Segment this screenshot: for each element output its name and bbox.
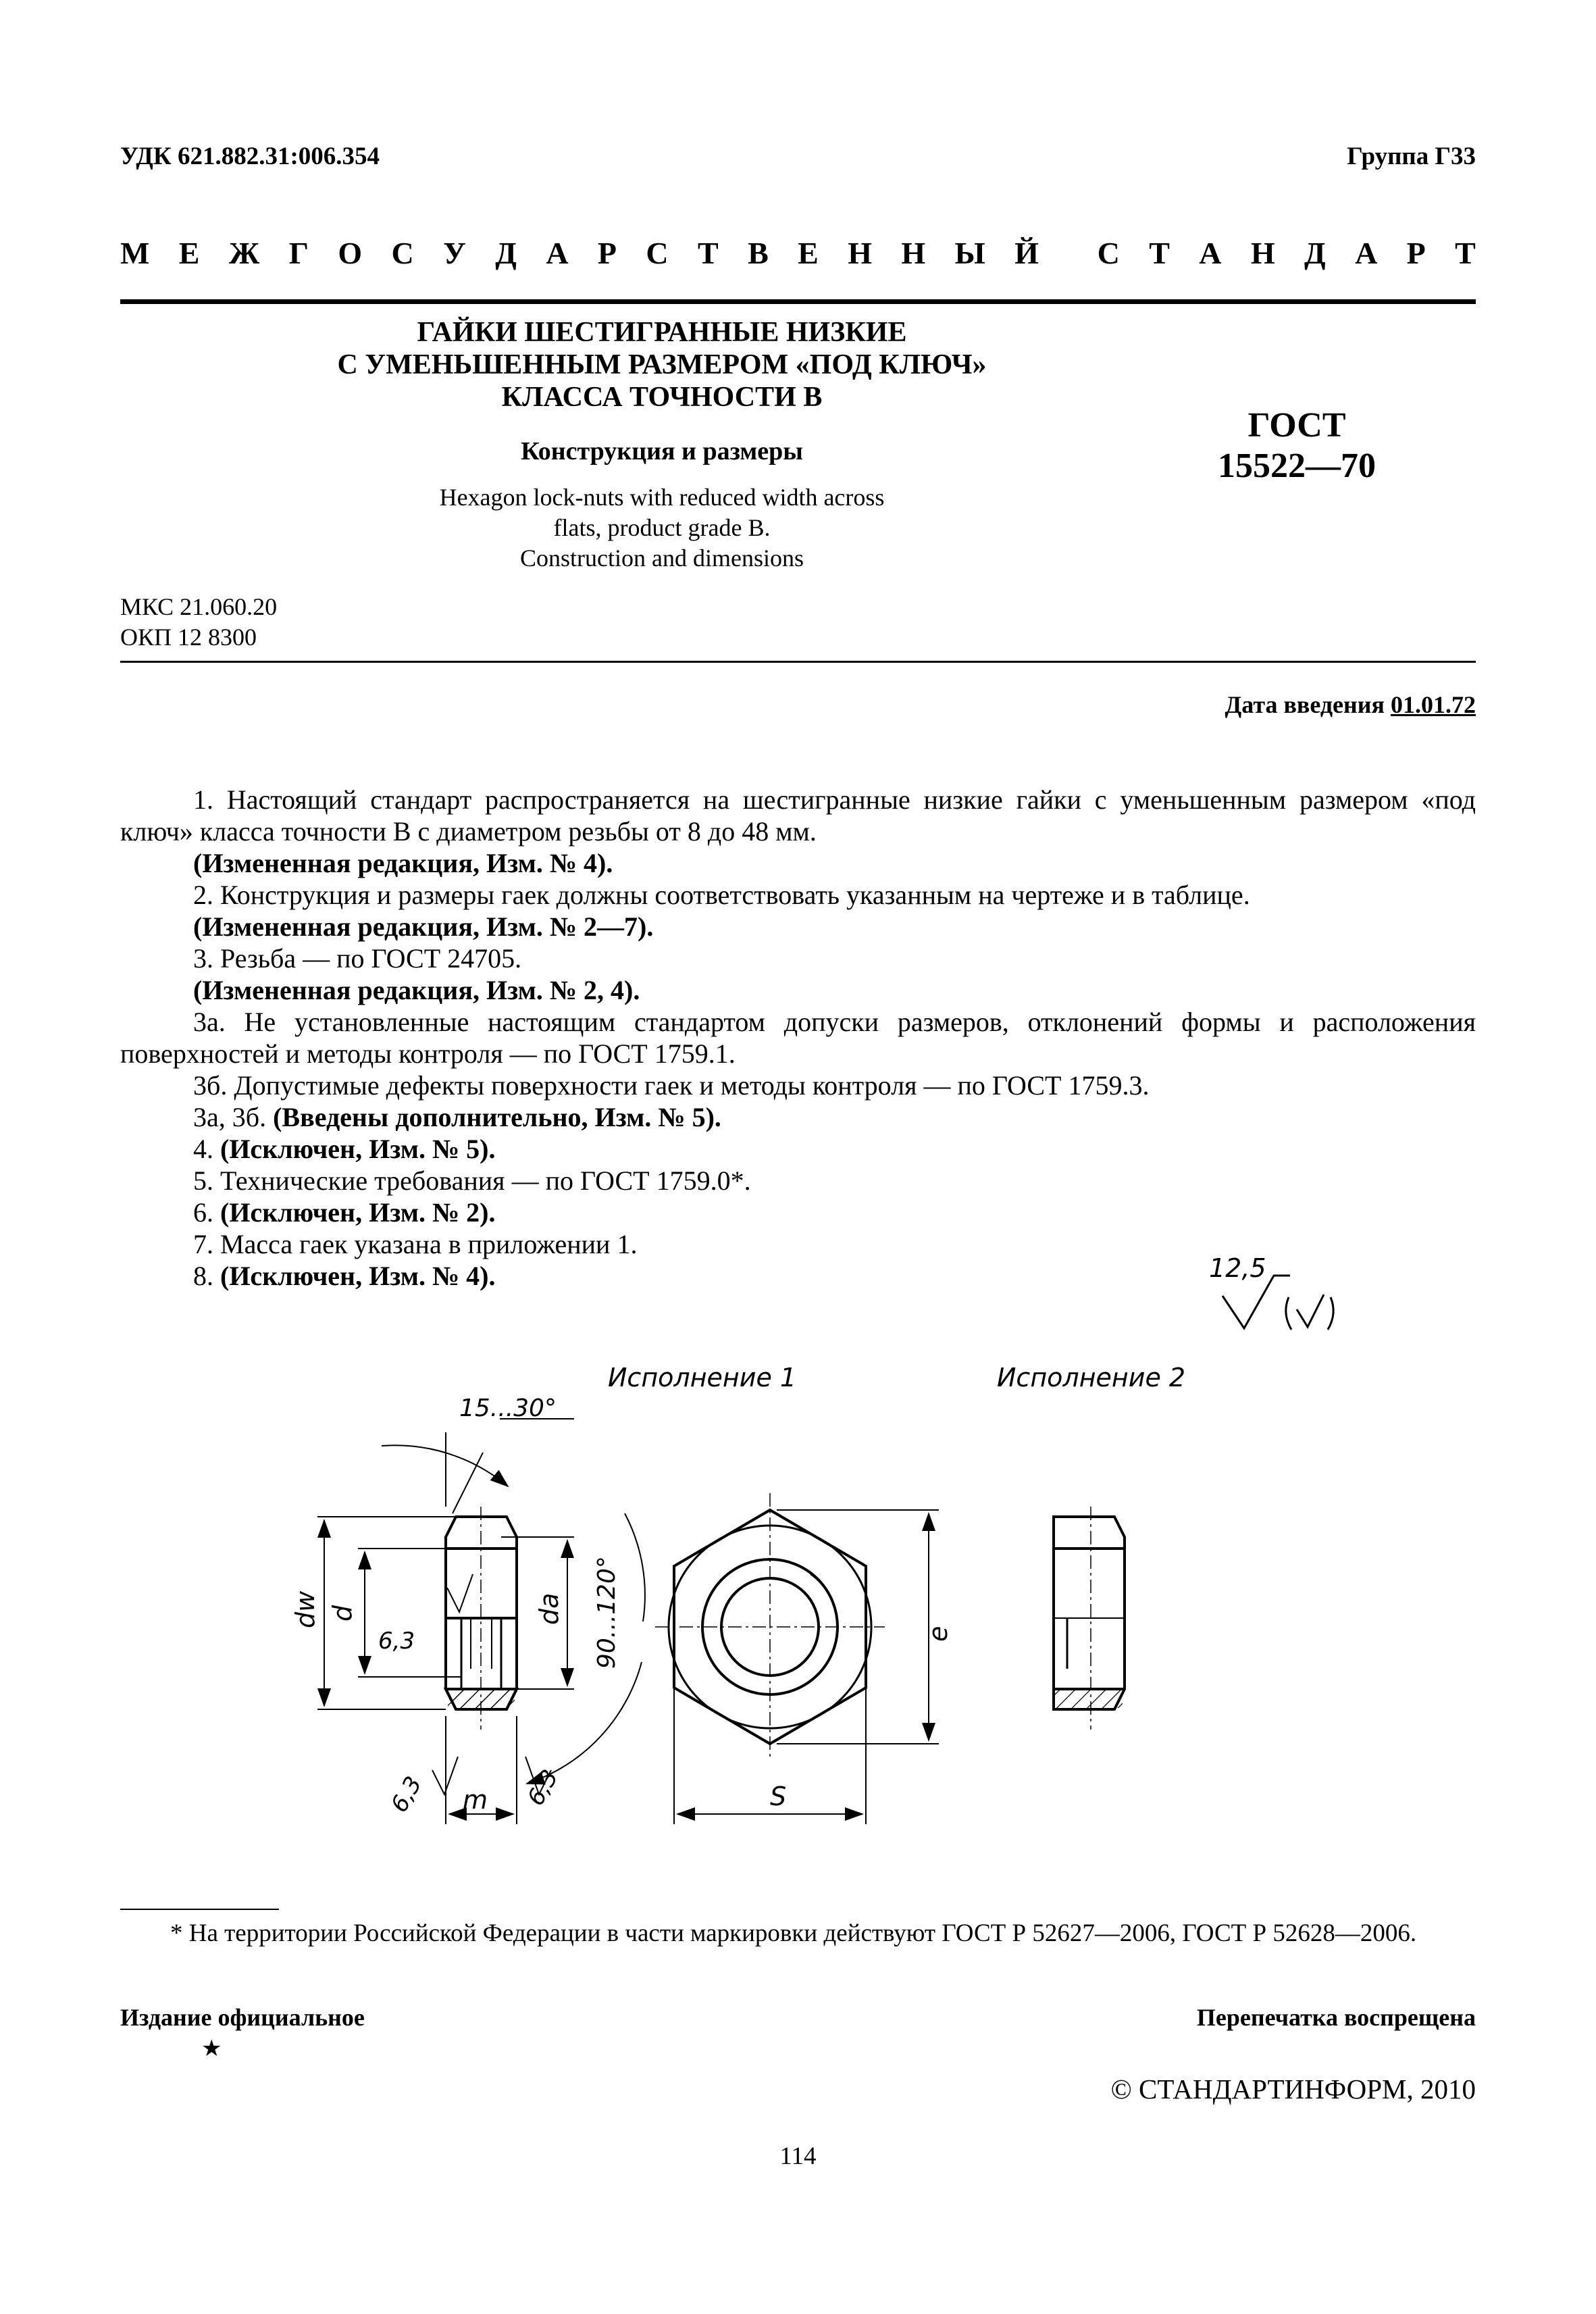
english-title-line-1: Hexagon lock-nuts with reduced width across: [439, 484, 885, 511]
header-rule: [120, 299, 1476, 304]
clause-4: [120, 1133, 1476, 1165]
standard-type-letter: М: [120, 236, 150, 270]
clause-3ab: [120, 1101, 1476, 1133]
label-m: m: [463, 1785, 488, 1815]
standard-type-letter: С: [391, 236, 414, 270]
standard-type-letter: Н: [1250, 236, 1275, 270]
label-angle-cone: 90...120°: [593, 1556, 621, 1669]
okp-code: ОКП 12 8300: [120, 624, 257, 651]
caption-variant-1: Исполнение 1: [608, 1363, 797, 1392]
standard-type-letter: Т: [1455, 236, 1476, 270]
standard-type-letter: Е: [798, 236, 819, 270]
caption-variant-2: Исполнение 2: [997, 1363, 1186, 1392]
standard-type-letter: У: [443, 236, 466, 270]
clause-6-prefix: 6.: [193, 1197, 213, 1228]
standard-type-heading: [120, 235, 1476, 271]
clause-3-note: (Измененная редакция, Изм. № 2, 4).: [193, 975, 640, 1005]
clause-2-note: (Измененная редакция, Изм. № 2—7).: [193, 911, 654, 942]
surface-roughness-symbol: [1202, 1249, 1364, 1336]
clause-8-note: (Исключен, Изм. № 4).: [220, 1261, 496, 1291]
standard-type-letter: Ы: [954, 236, 985, 270]
reprint-notice: Перепечатка воспрещена: [1196, 2004, 1476, 2031]
clause-3b: 3б. Допустимые дефекты поверхности гаек и методы контроля — по ГОСТ 1759.3.: [193, 1070, 1150, 1101]
clause-4-note: (Исключен, Изм. № 5).: [220, 1134, 496, 1164]
clause-6-note: (Исключен, Изм. № 2).: [220, 1197, 496, 1228]
standard-type-letter: Т: [698, 236, 719, 270]
label-e: e: [923, 1626, 953, 1642]
clause-1-note: (Измененная редакция, Изм. № 4).: [193, 848, 613, 878]
clause-3: 3. Резьба — по ГОСТ 24705.: [193, 943, 522, 974]
standard-type-letter: Е: [178, 236, 200, 270]
footnote-text: * На территории Российской Федерации в части маркировки действуют ГОСТ Р 52627—2006, ГОСТ Р 52628—2006.: [170, 1919, 1417, 1947]
mks-code: МКС 21.060.20: [120, 593, 278, 620]
classification-rule: [120, 661, 1476, 663]
document-title: [270, 316, 1054, 413]
standard-type-letter: В: [748, 236, 769, 270]
roughness-value: 12,5: [1209, 1253, 1266, 1283]
clause-5: 5. Технические требования — по ГОСТ 1759.0*.: [193, 1165, 751, 1196]
english-title-line-2: flats, product grade B.: [553, 514, 771, 541]
standard-type-letter: Р: [1406, 236, 1426, 270]
edition-label: Издание официальное: [120, 2004, 365, 2031]
clause-6: [120, 1197, 1476, 1228]
footnote-rule: [120, 1909, 279, 1910]
standard-type-letter: О: [338, 236, 363, 270]
standard-type-letter: Р: [597, 236, 617, 270]
clause-1: 1. Настоящий стандарт распространяется на шестигранные низкие гайки с уменьшенным размером «под ключ» класса точности В с диаметром резьбы от 8 до 48 мм.: [120, 784, 1476, 847]
page-number: 114: [779, 2142, 817, 2170]
copyright: © СТАНДАРТИНФОРМ, 2010: [1110, 2073, 1476, 2105]
footnote: [120, 1917, 1476, 1949]
standard-type-letter: Н: [901, 236, 926, 270]
title-line-2: С УМЕНЬШЕННЫМ РАЗМЕРОМ «ПОД КЛЮЧ»: [337, 349, 987, 380]
standard-type-letter: С: [646, 236, 669, 270]
title-line-1: ГАЙКИ ШЕСТИГРАННЫЕ НИЗКИЕ: [417, 317, 907, 348]
label-rough-left: 6,3: [386, 1771, 428, 1817]
standard-type-letter: А: [1355, 236, 1378, 270]
date-label: Дата введения: [1225, 691, 1385, 718]
label-rough-right: 6,3: [522, 1765, 564, 1811]
label-d: d: [328, 1605, 357, 1621]
clause-3a: 3а. Не установленные настоящим стандартом допуски размеров, отклонений формы и расположения поверхностей и методы контроля — по ГОСТ 1759.1.: [120, 1007, 1476, 1069]
label-s: S: [770, 1782, 787, 1811]
standard-type-letter: А: [546, 236, 569, 270]
star-icon: ★: [201, 2036, 222, 2061]
clause-4-prefix: 4.: [193, 1134, 213, 1164]
english-title-line-3: Construction and dimensions: [520, 545, 804, 572]
variant2-side-view: [1054, 1517, 1125, 1709]
standard-type-letter: Й: [1014, 236, 1039, 270]
title-line-3: КЛАССА ТОЧНОСТИ В: [501, 382, 823, 413]
label-dw: dw: [290, 1590, 320, 1628]
standard-type-letter: С: [1097, 236, 1120, 270]
clause-3ab-note: (Введены дополнительно, Изм. № 5).: [273, 1102, 721, 1132]
clauses-body: [120, 784, 1476, 1292]
clause-8-prefix: 8.: [193, 1261, 213, 1291]
standard-type-letter: Н: [848, 236, 872, 270]
label-rough-inner: 6,3: [378, 1628, 415, 1655]
standard-type-letter: Т: [1149, 236, 1170, 270]
label-da: da: [534, 1592, 564, 1625]
standard-type-letter: Д: [1304, 236, 1326, 270]
gost-label: ГОСТ: [1247, 406, 1346, 445]
english-title: [270, 482, 1054, 574]
date-value: 01.01.72: [1391, 691, 1476, 718]
standard-type-letter: А: [1199, 236, 1222, 270]
clause-7: 7. Масса гаек указана в приложении 1.: [193, 1229, 638, 1259]
standard-type-letter: Ж: [228, 236, 260, 270]
document-subtitle: Конструкция и размеры: [521, 437, 803, 466]
gost-designation: [1148, 405, 1445, 486]
clause-3ab-prefix: 3а, 3б.: [193, 1102, 267, 1132]
udk-code: УДК 621.882.31:006.354: [120, 143, 380, 170]
label-angle-chamfer: 15...30°: [459, 1394, 557, 1422]
clause-2: 2. Конструкция и размеры гаек должны соответствовать указанным на чертеже и в таблице.: [193, 880, 1250, 910]
nut-drawing: [257, 1392, 1202, 1865]
classification-codes: [120, 592, 277, 653]
introduction-date: [1225, 690, 1476, 719]
group-code: Группа Г33: [1347, 143, 1476, 170]
standard-type-letter: Д: [495, 236, 517, 270]
standard-type-letter: Г: [288, 236, 309, 270]
gost-number: 15522—70: [1218, 447, 1376, 485]
